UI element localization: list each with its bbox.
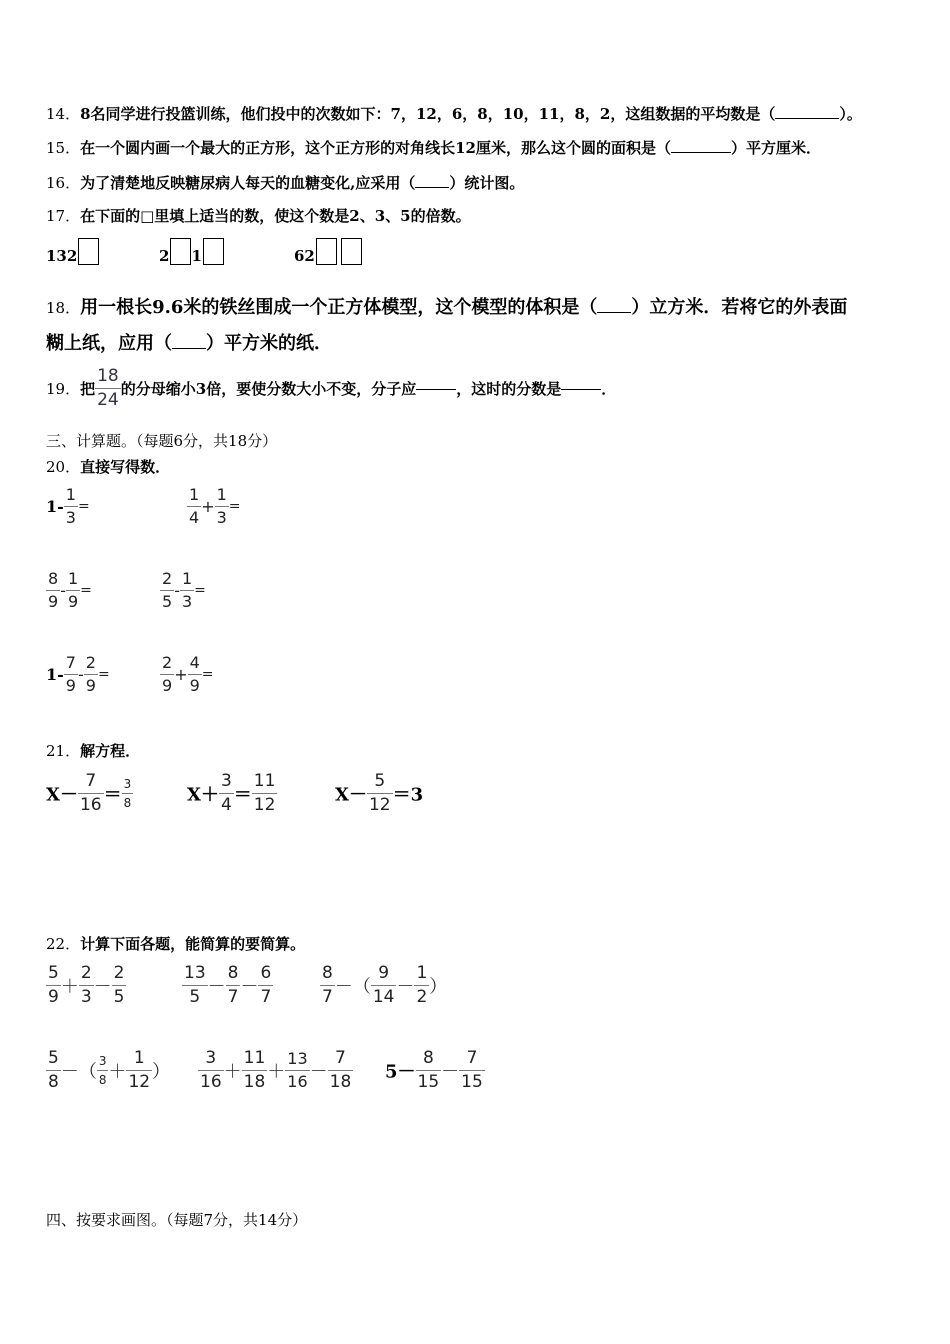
numerator: 7 xyxy=(459,1050,485,1071)
operator: - xyxy=(60,581,66,600)
denominator: 3 xyxy=(80,987,92,1007)
question-text: 为了清楚地反映糖尿病人每天的血糖变化,应采用（ xyxy=(80,174,416,192)
fraction xyxy=(182,965,208,1006)
operator: － xyxy=(309,1061,328,1083)
answer-blank[interactable] xyxy=(416,388,456,390)
q21-equation-2 xyxy=(187,773,277,814)
operator: - xyxy=(174,581,180,600)
numerator: 1 xyxy=(187,487,201,507)
question-14 xyxy=(46,103,862,124)
question-number: 15． xyxy=(46,139,81,157)
numerator: 5 xyxy=(46,965,61,986)
fraction xyxy=(285,1051,309,1090)
question-number: 18． xyxy=(46,299,81,317)
numerator: 7 xyxy=(78,773,104,794)
q22-expr-d xyxy=(46,1050,170,1091)
fraction xyxy=(112,965,127,1006)
q20-expr-2a xyxy=(46,571,92,610)
question-19 xyxy=(46,368,616,409)
close-paren: ） xyxy=(152,1061,171,1083)
operator: －（ xyxy=(334,976,371,998)
fraction xyxy=(46,1050,61,1091)
denominator: 14 xyxy=(372,987,395,1007)
numerator: 2 xyxy=(79,965,94,986)
q22-expr-e xyxy=(198,1050,353,1091)
denominator: 8 xyxy=(48,1072,59,1092)
numerator: 3 xyxy=(219,773,234,794)
question-text: 在一个圆内画一个最大的正方形，这个正方形的对角线长12厘米，那么这个圆的面积是（ xyxy=(80,139,671,157)
q21-equation-1 xyxy=(46,773,133,814)
denominator: 12 xyxy=(128,1072,151,1092)
question-text-line2: 糊上纸，应用（ xyxy=(46,333,172,354)
fraction xyxy=(97,1055,109,1086)
numerator: 6 xyxy=(258,965,273,986)
fraction xyxy=(219,773,234,814)
fraction xyxy=(188,655,202,694)
q22-expr-a xyxy=(46,965,126,1006)
numerator: 13 xyxy=(285,1051,309,1071)
q20-expr-2b xyxy=(160,571,206,610)
question-number: 21． xyxy=(46,742,81,760)
operator: － xyxy=(207,976,226,998)
equals-sign: = xyxy=(201,666,214,683)
numerator: 2 xyxy=(112,965,127,986)
q20-expr-3a xyxy=(46,655,110,694)
numerator: 13 xyxy=(182,965,208,986)
operator: ＋ xyxy=(223,1061,242,1083)
operator: －（ xyxy=(60,1061,97,1083)
denominator: 12 xyxy=(368,795,391,815)
fraction xyxy=(328,1050,354,1091)
q21-equation-3 xyxy=(335,773,423,814)
equation-variable: X－ xyxy=(46,784,78,806)
equation-variable: X－ xyxy=(335,784,367,806)
fraction xyxy=(160,655,174,694)
fraction xyxy=(459,1050,485,1091)
numerator: 1 xyxy=(66,571,80,591)
numerator: 1 xyxy=(126,1050,152,1071)
denominator: 9 xyxy=(85,676,96,695)
operator: － xyxy=(396,976,415,998)
denominator: 15 xyxy=(461,1072,483,1092)
fraction xyxy=(252,773,278,814)
denominator: 9 xyxy=(48,987,59,1007)
denominator: 8 xyxy=(98,1073,107,1087)
fraction xyxy=(95,368,121,409)
operator: ＋ xyxy=(60,976,79,998)
denominator: 8 xyxy=(123,796,132,810)
close-paren: ） xyxy=(429,976,448,998)
question-18 xyxy=(46,290,847,362)
q17-item-3 xyxy=(294,238,362,265)
denominator: 3 xyxy=(65,508,76,527)
question-16 xyxy=(46,172,524,193)
numerator: 8 xyxy=(46,571,60,591)
expr-prefix: 5－ xyxy=(385,1061,416,1083)
equals-sign: = xyxy=(194,582,206,599)
answer-blank[interactable] xyxy=(597,311,631,313)
numerator: 7 xyxy=(328,1050,354,1071)
equation-variable: X＋ xyxy=(187,784,219,806)
fraction xyxy=(187,487,201,526)
numerator: 2 xyxy=(160,571,174,591)
equals-sign: = xyxy=(77,498,90,515)
digit-box[interactable] xyxy=(170,238,191,265)
numerator: 8 xyxy=(320,965,335,986)
fraction xyxy=(160,571,174,610)
question-tail: ）。 xyxy=(839,105,862,123)
number-prefix: 62 xyxy=(294,247,315,265)
equals-sign: = xyxy=(97,666,110,683)
q22-expr-b xyxy=(182,965,273,1006)
digit-box[interactable] xyxy=(78,238,99,265)
fraction xyxy=(242,1050,268,1091)
denominator: 3 xyxy=(216,508,227,527)
numerator: 3 xyxy=(122,778,134,794)
fraction xyxy=(371,965,397,1006)
q20-expr-3b xyxy=(160,655,214,694)
denominator: 18 xyxy=(329,1072,352,1092)
operator: ＋ xyxy=(108,1061,127,1083)
operator: － xyxy=(93,976,112,998)
fraction xyxy=(258,965,273,1006)
answer-blank[interactable] xyxy=(561,388,601,390)
denominator: 4 xyxy=(220,795,232,815)
denominator: 7 xyxy=(227,987,239,1007)
question-21 xyxy=(46,740,140,761)
numerator: 7 xyxy=(64,655,78,675)
denominator: 24 xyxy=(97,390,119,410)
question-text: 8名同学进行投篮训练，他们投中的次数如下：7，12，6，8，10，11，8，2，这组数据的平均数是（ xyxy=(80,105,776,123)
section-4-heading: 四、按要求画图。（每题7分，共14分） xyxy=(46,1211,308,1229)
equals-result: ＝3 xyxy=(392,784,424,806)
number-prefix: 132 xyxy=(46,247,78,265)
question-20 xyxy=(46,456,170,477)
numerator: 11 xyxy=(252,773,278,794)
operator: － xyxy=(240,976,259,998)
denominator: 9 xyxy=(65,676,76,695)
operator: - xyxy=(77,665,84,684)
digit-box[interactable] xyxy=(203,238,224,265)
operator: ＋ xyxy=(267,1061,286,1083)
expr-prefix: 1- xyxy=(46,665,64,684)
question-17 xyxy=(46,205,471,226)
fraction xyxy=(414,965,429,1006)
answer-blank[interactable] xyxy=(775,117,839,119)
question-text: 直接写得数． xyxy=(80,458,171,476)
denominator: 7 xyxy=(260,987,272,1007)
equals-sign: = xyxy=(228,498,241,515)
question-text-mid2: ，这时的分数是 xyxy=(456,380,562,398)
numerator: 4 xyxy=(188,655,202,675)
q17-item-1 xyxy=(46,238,99,265)
question-number: 19． xyxy=(46,380,81,398)
number-prefix: 2 xyxy=(159,247,170,265)
question-15 xyxy=(46,137,821,158)
denominator: 5 xyxy=(162,592,173,611)
question-text-cont: ）立方米．若将它的外表面 xyxy=(631,297,848,318)
equals-sign: ＝ xyxy=(233,784,252,806)
fraction xyxy=(416,1050,442,1091)
numerator: 11 xyxy=(242,1050,268,1071)
numerator: 9 xyxy=(371,965,397,986)
question-number: 16． xyxy=(46,174,81,192)
fraction xyxy=(180,571,194,610)
numerator: 1 xyxy=(215,487,229,507)
numerator: 1 xyxy=(414,965,429,986)
question-22 xyxy=(46,933,305,954)
numerator: 8 xyxy=(416,1050,442,1071)
numerator: 2 xyxy=(160,655,174,675)
fraction xyxy=(126,1050,152,1091)
denominator: 4 xyxy=(189,508,200,527)
denominator: 15 xyxy=(417,1072,440,1092)
question-text-end: ． xyxy=(601,380,617,398)
numerator: 3 xyxy=(198,1050,224,1071)
denominator: 16 xyxy=(79,795,102,815)
fraction xyxy=(64,655,78,694)
denominator: 16 xyxy=(200,1072,222,1092)
q17-item-2 xyxy=(159,238,224,265)
fraction xyxy=(122,778,134,809)
denominator: 9 xyxy=(48,592,59,611)
denominator: 16 xyxy=(287,1072,308,1091)
section-3-heading: 三、计算题。（每题6分，共18分） xyxy=(46,432,278,450)
fraction xyxy=(78,773,104,814)
question-text-mid: 的分母缩小3倍，要使分数大小不变，分子应 xyxy=(120,380,417,398)
numerator: 1 xyxy=(64,487,78,507)
fraction xyxy=(84,655,98,694)
operator: + xyxy=(201,497,215,516)
digit-box[interactable] xyxy=(316,238,337,265)
question-text: 用一根长9.6米的铁丝围成一个正方体模型，这个模型的体积是（ xyxy=(80,297,598,318)
question-tail: ）统计图。 xyxy=(449,174,525,192)
fraction xyxy=(79,965,94,1006)
question-text: 把 xyxy=(80,380,96,398)
fraction xyxy=(66,571,80,610)
answer-blank[interactable] xyxy=(172,347,206,349)
numerator: 5 xyxy=(46,1050,61,1071)
question-number: 22． xyxy=(46,935,81,953)
fraction xyxy=(320,965,335,1006)
digit-box[interactable] xyxy=(341,238,362,265)
question-text: 在下面的□里填上适当的数，使这个数是2、3、5的倍数。 xyxy=(80,207,471,225)
numerator: 1 xyxy=(180,571,194,591)
answer-blank[interactable] xyxy=(671,151,731,153)
q20-expr-1a xyxy=(46,487,90,526)
equals-sign: ＝ xyxy=(103,784,122,806)
q22-expr-f xyxy=(385,1050,485,1091)
numerator: 3 xyxy=(97,1055,109,1071)
denominator: 18 xyxy=(243,1072,266,1092)
fraction xyxy=(64,487,78,526)
denominator: 9 xyxy=(189,676,200,695)
fraction xyxy=(198,1050,224,1091)
operator: + xyxy=(174,665,188,684)
numerator: 2 xyxy=(84,655,98,675)
fraction xyxy=(46,571,60,610)
denominator: 9 xyxy=(162,676,173,695)
numerator: 18 xyxy=(95,368,121,389)
question-tail: ）平方厘米． xyxy=(730,139,821,157)
question-number: 14． xyxy=(46,105,81,123)
denominator: 5 xyxy=(189,987,201,1007)
q20-expr-1b xyxy=(187,487,241,526)
question-text: 解方程． xyxy=(80,742,141,760)
fraction xyxy=(226,965,241,1006)
question-text: 计算下面各题，能简算的要简算。 xyxy=(80,935,306,953)
numerator: 8 xyxy=(226,965,241,986)
denominator: 9 xyxy=(67,592,79,611)
denominator: 3 xyxy=(181,592,193,611)
expr-prefix: 1- xyxy=(46,497,64,516)
denominator: 2 xyxy=(416,987,428,1007)
equals-sign: = xyxy=(80,582,92,599)
answer-blank[interactable] xyxy=(415,186,449,188)
number-middle: 1 xyxy=(191,247,202,265)
fraction xyxy=(367,773,393,814)
operator: － xyxy=(441,1061,460,1083)
fraction xyxy=(46,965,61,1006)
numerator: 5 xyxy=(367,773,393,794)
question-number: 20． xyxy=(46,458,81,476)
fraction xyxy=(215,487,229,526)
question-number: 17． xyxy=(46,207,81,225)
denominator: 5 xyxy=(113,987,125,1007)
denominator: 12 xyxy=(253,795,276,815)
denominator: 7 xyxy=(322,987,333,1007)
q22-expr-c xyxy=(320,965,447,1006)
question-text-tail: ）平方米的纸． xyxy=(206,333,332,354)
